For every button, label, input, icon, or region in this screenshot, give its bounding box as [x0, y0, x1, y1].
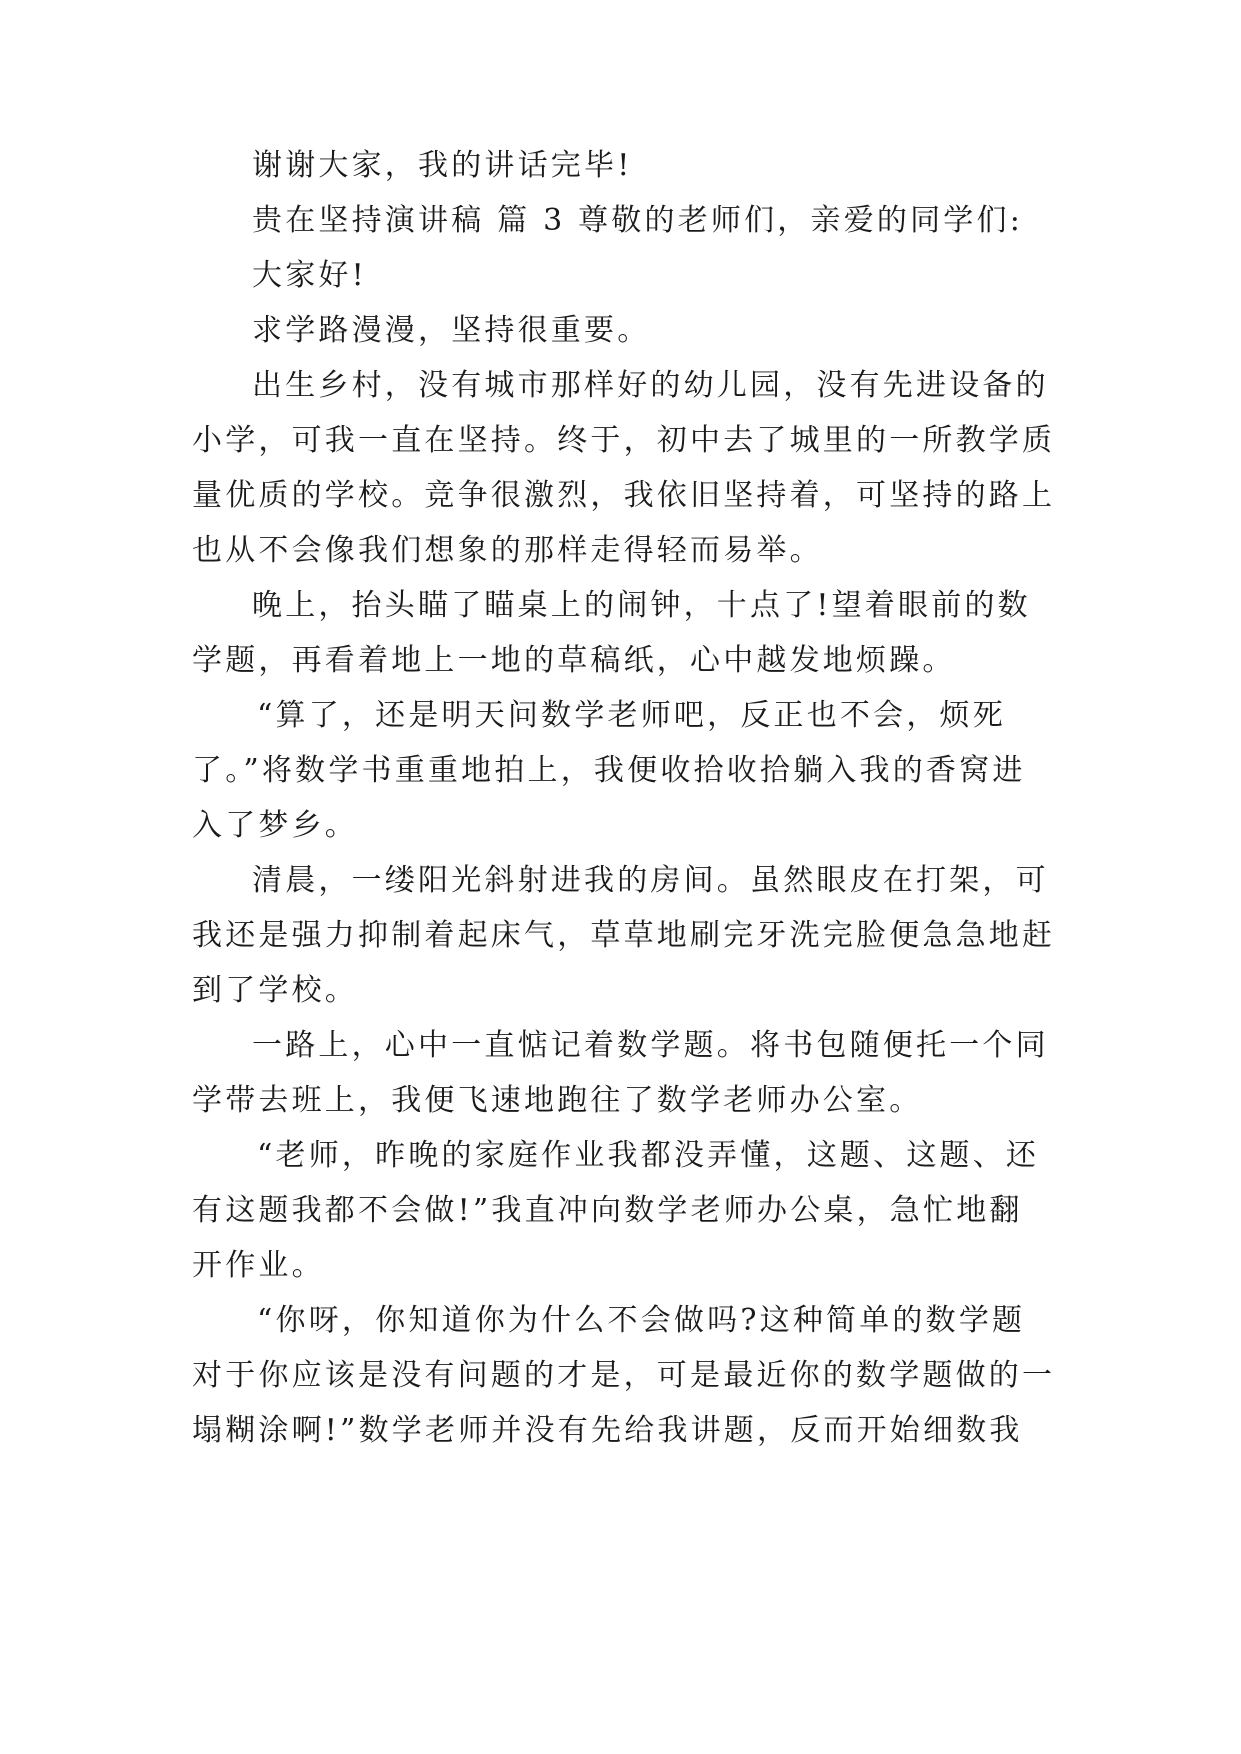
text-line: 求学路漫漫，坚持很重要。 — [252, 313, 651, 348]
text-line: 我还是强力抑制着起床气，草草地刷完牙洗完脸便急急地赶 — [192, 918, 1056, 953]
text-line-heading: 贵在坚持演讲稿 篇 3 尊敬的老师们，亲爱的同学们: — [252, 203, 1024, 238]
text-line: “你呀，你知道你为什么不会做吗?这种简单的数学题 — [257, 1303, 1026, 1338]
text-line: 有这题我都不会做!”我直冲向数学老师办公桌，急忙地翻 — [192, 1193, 1023, 1228]
text-line: 对于你应该是没有问题的才是，可是最近你的数学题做的一 — [192, 1358, 1056, 1393]
text-line: 一路上，心中一直惦记着数学题。将书包随便托一个同 — [252, 1028, 1049, 1063]
text-line: 到了学校。 — [192, 973, 358, 1008]
text-line: 开作业。 — [192, 1248, 325, 1283]
text-line: 学题，再看着地上一地的草稿纸，心中越发地烦躁。 — [192, 643, 956, 678]
text-line: 了。”将数学书重重地拍上，我便收拾收拾躺入我的香窝进 — [192, 753, 1026, 788]
text-line: 小学，可我一直在坚持。终于，初中去了城里的一所教学质 — [192, 423, 1056, 458]
text-line: “算了，还是明天问数学老师吧，反正也不会，烦死 — [257, 698, 1006, 733]
text-line: 也从不会像我们想象的那样走得轻而易举。 — [192, 533, 823, 568]
text-line: 出生乡村，没有城市那样好的幼儿园，没有先进设备的 — [252, 368, 1049, 403]
text-line-closing: 谢谢大家，我的讲话完毕! — [252, 148, 633, 183]
text-line: 晚上，抬头瞄了瞄桌上的闹钟，十点了!望着眼前的数 — [252, 588, 1031, 623]
text-line: “老师，昨晚的家庭作业我都没弄懂，这题、这题、还 — [257, 1138, 1040, 1173]
text-line: 塌糊涂啊!”数学老师并没有先给我讲题，反而开始细数我 — [192, 1413, 1023, 1448]
text-line: 入了梦乡。 — [192, 808, 358, 843]
text-line: 量优质的学校。竞争很激烈，我依旧坚持着，可坚持的路上 — [192, 478, 1056, 513]
text-line: 清晨，一缕阳光斜射进我的房间。虽然眼皮在打架，可 — [252, 863, 1049, 898]
text-line: 学带去班上，我便飞速地跑往了数学老师办公室。 — [192, 1083, 923, 1118]
text-line-greeting: 大家好! — [252, 258, 367, 293]
